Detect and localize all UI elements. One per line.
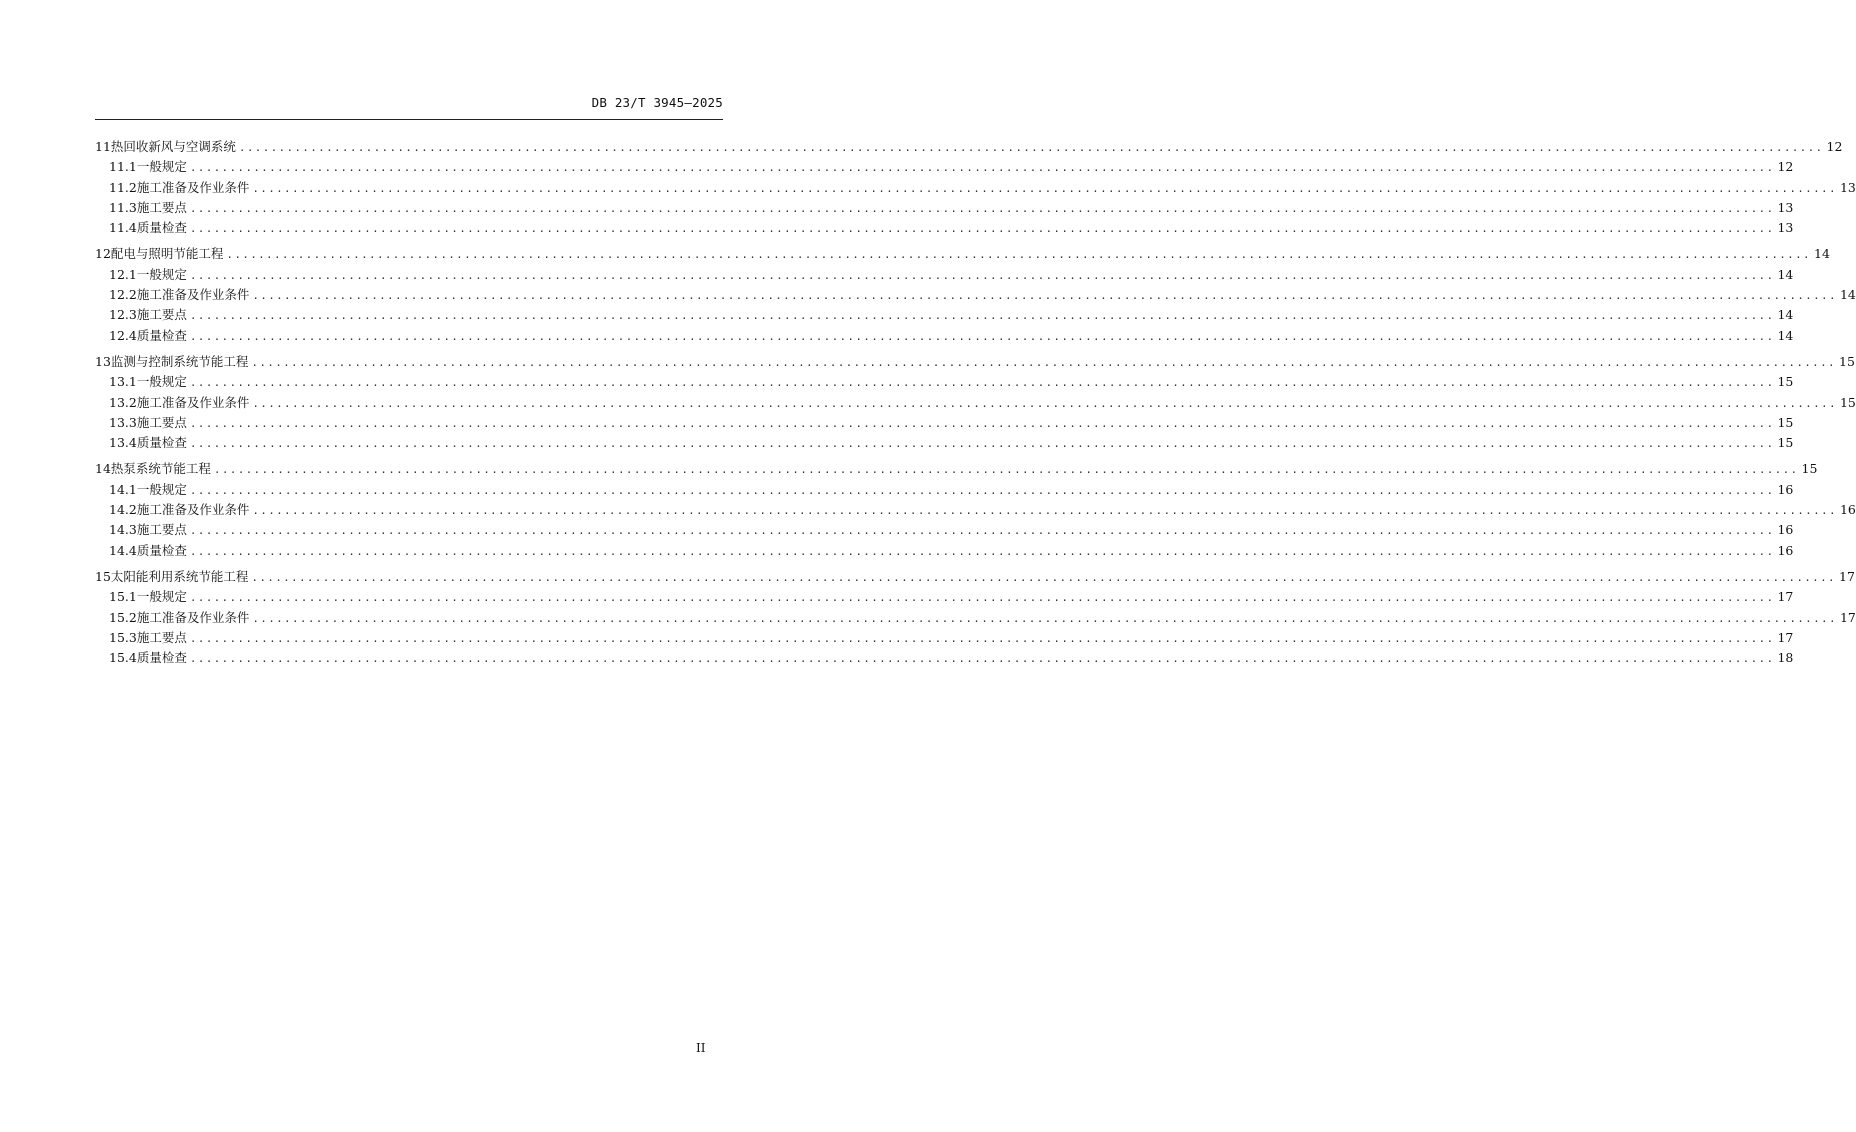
toc-chapter-entry[interactable] [95,459,1818,479]
toc-subsection-entry[interactable] [95,198,1794,218]
toc-section [95,244,1856,345]
toc-dot-leader: ........................................................................................................................................................................................................ [189,652,1775,666]
toc-entry-number: 13.2 [109,394,137,410]
toc-entry-page: 14 [1777,327,1794,343]
toc-dot-leader: ........................................................................................................................................................................................................ [189,309,1775,323]
toc-entry-number: 11 [95,139,111,154]
toc-entry-page: 16 [1777,522,1794,538]
toc-entry-page: 14 [1777,266,1794,282]
toc-dot-leader: ........................................................................................................................................................................................................ [189,268,1775,282]
toc-entry-title: 施工准备及作业条件 [136,394,250,410]
toc-subsection-entry[interactable] [95,265,1794,285]
toc-subsection-entry[interactable] [95,178,1856,198]
toc-entry-title: 施工准备及作业条件 [136,609,250,625]
toc-entry-number: 15.2 [109,609,137,625]
toc-entry-title: 质量检查 [136,542,187,558]
toc-dot-leader: ........................................................................................................................................................................................................ [189,161,1775,175]
toc-dot-leader: ........................................................................................................................................................................................................ [251,570,1836,584]
toc-entry-title: 一般规定 [136,481,187,497]
toc-subsection-entry[interactable] [95,608,1856,628]
toc-subsection-entry[interactable] [95,648,1794,668]
toc-dot-leader: ........................................................................................................................................................................................................ [189,376,1775,390]
toc-entry-number: 15.3 [109,629,137,645]
toc-entry-number: 13 [95,353,111,369]
document-code: DB 23/T 3945—2025 [591,95,723,110]
toc-entry-page: 17 [1839,609,1856,625]
toc-entry-number: 13.4 [109,435,137,451]
toc-dot-leader: ........................................................................................................................................................................................................ [189,483,1775,497]
toc-entry-title: 一般规定 [136,374,187,390]
toc-subsection-entry[interactable] [95,500,1856,520]
toc-entry-number: 14.2 [109,502,137,518]
toc-dot-leader: ........................................................................................................................................................................................................ [189,591,1775,605]
toc-entry-page: 15 [1777,435,1794,451]
page-number: II [696,1041,706,1055]
toc-entry-page: 14 [1777,307,1794,323]
toc-entry-number: 12.1 [109,266,137,282]
toc-entry-page: 14 [1814,246,1830,262]
toc-entry-number: 12.4 [109,327,137,343]
toc-entry-title: 施工要点 [136,307,187,323]
toc-chapter-entry[interactable] [95,244,1830,264]
toc-subsection-entry[interactable] [95,305,1794,325]
toc-entry-page: 13 [1777,220,1794,236]
toc-entry-number: 11.1 [109,159,137,175]
toc-entry-page: 16 [1777,481,1794,497]
toc-subsection-entry[interactable] [95,433,1794,453]
toc-entry-page: 17 [1777,589,1794,605]
toc-chapter-entry[interactable] [95,567,1855,587]
toc-entry-page: 15 [1839,394,1856,410]
toc-entry-number: 13.3 [109,414,137,430]
toc-entry-page: 12 [1826,139,1843,154]
toc-section [95,567,1856,668]
toc-subsection-entry[interactable] [95,480,1794,500]
toc-entry-number: 15 [95,568,111,584]
toc-dot-leader: ........................................................................................................................................................................................................ [189,329,1775,343]
toc-dot-leader: ........................................................................................................................................................................................................ [189,631,1775,645]
toc-subsection-entry[interactable] [95,628,1794,648]
table-of-contents [95,137,1856,674]
toc-entry-number: 14.1 [109,481,137,497]
toc-entry-title: 施工要点 [136,199,187,215]
toc-entry-number: 14.4 [109,542,137,558]
toc-entry-title: 施工要点 [136,522,187,538]
toc-dot-leader: ........................................................................................................................................................................................................ [252,289,1837,303]
toc-subsection-entry[interactable] [95,157,1794,177]
toc-entry-title: 一般规定 [136,159,187,175]
toc-dot-leader: ........................................................................................................................................................................................................ [213,463,1799,477]
toc-entry-title: 质量检查 [136,220,187,236]
toc-entry-page: 17 [1777,629,1794,645]
toc-dot-leader: ........................................................................................................................................................................................................ [252,611,1837,625]
toc-entry-title: 施工准备及作业条件 [136,502,250,518]
toc-entry-page: 13 [1777,199,1794,215]
toc-dot-leader: ........................................................................................................................................................................................................ [189,524,1775,538]
toc-dot-leader: ........................................................................................................................................................................................................ [189,201,1775,215]
toc-entry-number: 12 [95,246,111,262]
toc-entry-number: 12.3 [109,307,137,323]
toc-entry-title: 一般规定 [136,266,187,282]
toc-section [95,352,1856,453]
toc-chapter-entry[interactable] [95,137,1843,157]
toc-entry-page: 15 [1777,374,1794,390]
toc-entry-page: 17 [1839,568,1855,584]
toc-entry-title: 质量检查 [136,650,187,666]
toc-entry-page: 15 [1777,414,1794,430]
toc-section [95,137,1856,238]
toc-entry-title: 施工要点 [136,629,187,645]
toc-entry-title: 热回收新风与空调系统 [110,139,236,154]
toc-dot-leader: ........................................................................................................................................................................................................ [226,248,1811,262]
toc-entry-page: 13 [1839,179,1856,195]
toc-entry-number: 11.3 [109,199,137,215]
toc-entry-number: 14 [95,461,111,477]
toc-dot-leader: ........................................................................................................................................................................................................ [252,504,1837,518]
toc-subsection-entry[interactable] [95,372,1794,392]
toc-entry-title: 太阳能利用系统节能工程 [110,568,249,584]
toc-subsection-entry[interactable] [95,587,1794,607]
toc-subsection-entry[interactable] [95,520,1794,540]
toc-subsection-entry[interactable] [95,413,1794,433]
toc-entry-number: 12.2 [109,287,137,303]
toc-entry-title: 施工要点 [136,414,187,430]
toc-subsection-entry[interactable] [95,285,1856,305]
toc-chapter-entry[interactable] [95,352,1855,372]
toc-entry-page: 14 [1839,287,1856,303]
toc-entry-title: 一般规定 [136,589,187,605]
toc-entry-title: 施工准备及作业条件 [136,287,250,303]
toc-dot-leader: ........................................................................................................................................................................................................ [251,355,1836,369]
toc-subsection-entry[interactable] [95,218,1794,238]
toc-entry-title: 质量检查 [136,435,187,451]
toc-entry-title: 施工准备及作业条件 [136,179,250,195]
toc-section [95,459,1856,560]
toc-dot-leader: ........................................................................................................................................................................................................ [189,437,1775,451]
toc-entry-number: 15.1 [109,589,137,605]
toc-entry-title: 热泵系统节能工程 [110,461,211,477]
toc-entry-page: 18 [1777,650,1794,666]
toc-entry-page: 16 [1777,542,1794,558]
toc-entry-title: 质量检查 [136,327,187,343]
toc-subsection-entry[interactable] [95,393,1856,413]
toc-dot-leader: ........................................................................................................................................................................................................ [238,141,1824,154]
toc-dot-leader: ........................................................................................................................................................................................................ [252,181,1837,195]
toc-subsection-entry[interactable] [95,541,1794,561]
toc-entry-page: 12 [1777,159,1794,175]
toc-entry-title: 监测与控制系统节能工程 [110,353,249,369]
toc-subsection-entry[interactable] [95,326,1794,346]
toc-entry-title: 配电与照明节能工程 [110,246,224,262]
toc-dot-leader: ........................................................................................................................................................................................................ [189,544,1775,558]
toc-entry-page: 16 [1839,502,1856,518]
toc-entry-number: 11.2 [109,179,137,195]
toc-dot-leader: ........................................................................................................................................................................................................ [189,416,1775,430]
toc-entry-number: 13.1 [109,374,137,390]
toc-entry-number: 11.4 [109,220,137,236]
toc-entry-number: 14.3 [109,522,137,538]
header-rule [95,119,723,120]
toc-entry-number: 15.4 [109,650,137,666]
toc-dot-leader: ........................................................................................................................................................................................................ [252,396,1837,410]
toc-dot-leader: ........................................................................................................................................................................................................ [189,222,1775,236]
toc-entry-page: 15 [1839,353,1855,369]
toc-entry-page: 15 [1801,461,1818,477]
